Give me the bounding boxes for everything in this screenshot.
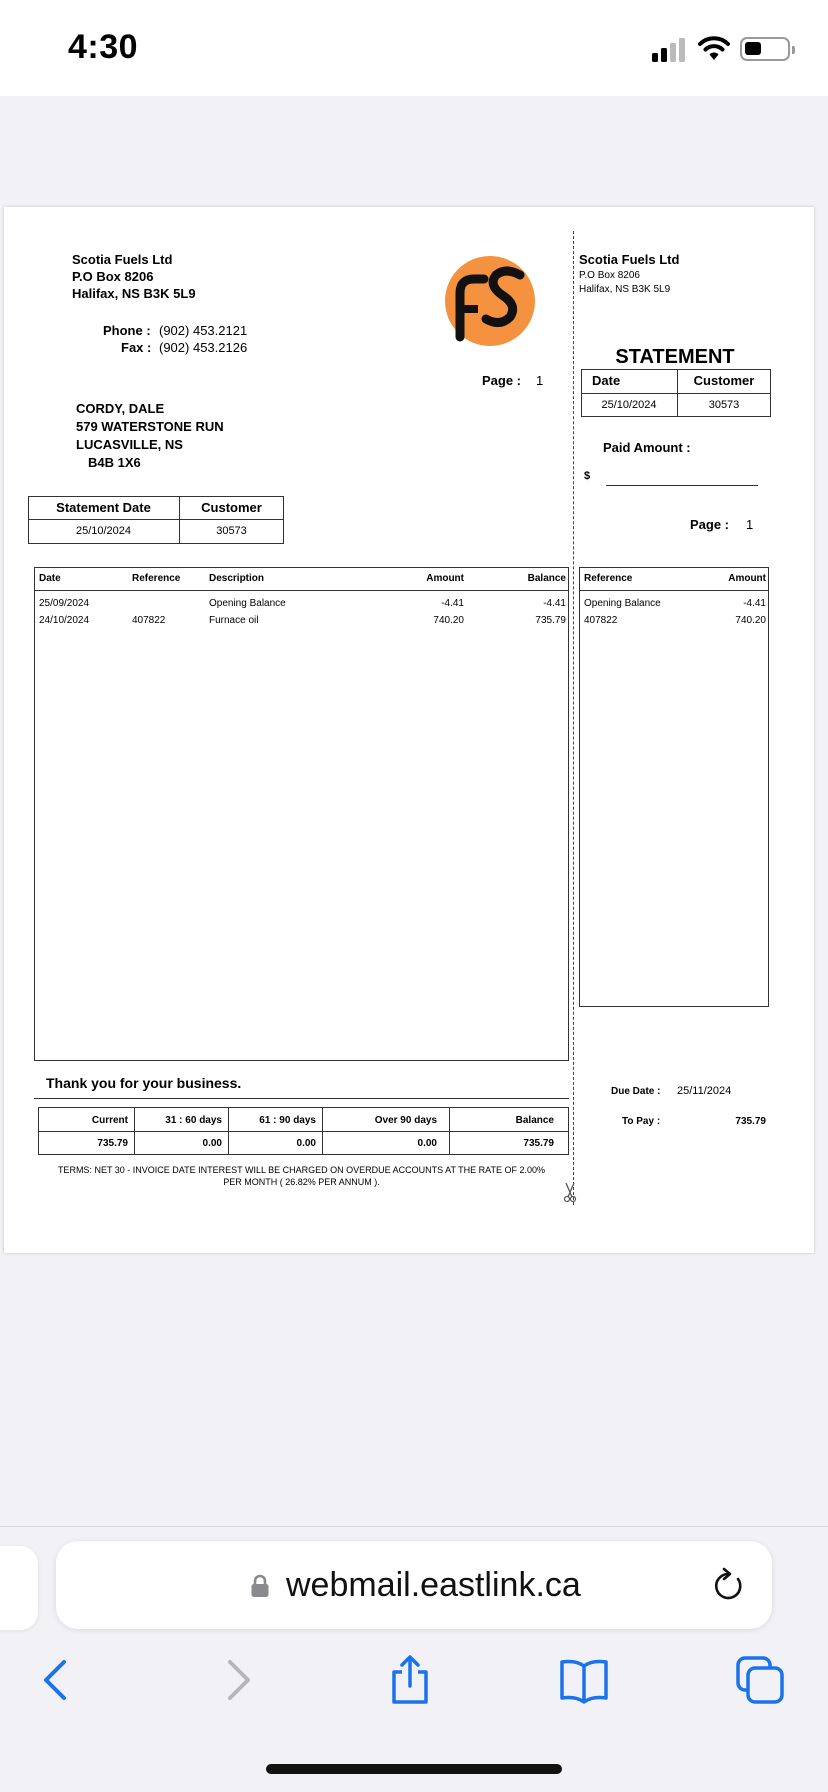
phone-number: (902) 453.2121 (159, 323, 248, 338)
row-amount: 740.20 (433, 615, 464, 626)
table-row (34, 598, 569, 614)
battery-icon (740, 37, 790, 61)
lock-icon (250, 1574, 270, 1598)
stub-customer-header: Customer (693, 373, 755, 388)
column-header-amount: Amount (426, 573, 464, 584)
share-icon[interactable] (382, 1652, 438, 1708)
stub-header-reference: Reference (584, 573, 633, 584)
aging-header-current: Current (91, 1115, 128, 1126)
aging-value-31-60: 0.00 (202, 1138, 222, 1149)
row-balance: 735.79 (535, 615, 566, 626)
row-reference: 407822 (132, 615, 166, 626)
aging-value-balance: 735.79 (523, 1138, 554, 1149)
row-description: Furnace oil (209, 615, 259, 626)
stub-row-amount: -4.41 (743, 598, 766, 609)
row-date: 24/10/2024 (39, 615, 90, 626)
stub-date-value: 25/10/2024 (601, 399, 657, 411)
list-item (579, 615, 769, 631)
stub-city: Halifax, NS B3K 5L9 (579, 284, 671, 295)
list-item (579, 598, 769, 614)
stub-row-amount: 740.20 (735, 615, 766, 626)
customer-street: 579 WATERSTONE RUN (76, 419, 224, 434)
perforation-line (573, 231, 574, 1205)
status-bar (0, 0, 828, 96)
stub-row-reference: Opening Balance (584, 598, 661, 609)
aging-header-31-60: 31 : 60 days (165, 1115, 222, 1126)
column-header-date: Date (39, 573, 61, 584)
status-time: 4:30 (68, 28, 139, 66)
phone-label: Phone : (103, 323, 151, 338)
to-pay-value: 735.79 (735, 1116, 766, 1127)
stub-po-box: P.O Box 8206 (579, 270, 640, 281)
scissors-icon (562, 1183, 578, 1203)
stub-company-name: Scotia Fuels Ltd (579, 252, 680, 267)
stub-date-header: Date (592, 373, 621, 388)
transactions-table (34, 567, 569, 1061)
aging-value-current: 735.79 (97, 1138, 128, 1149)
row-date: 25/09/2024 (39, 598, 90, 609)
tabs-icon[interactable] (732, 1652, 788, 1708)
customer-header: Customer (201, 500, 262, 515)
column-header-reference: Reference (132, 573, 181, 584)
stub-header-amount: Amount (728, 573, 766, 584)
row-balance: -4.41 (543, 598, 566, 609)
aging-header-balance: Balance (515, 1115, 554, 1126)
reload-icon[interactable] (710, 1566, 746, 1604)
customer-postal: B4B 1X6 (88, 455, 141, 470)
paid-amount-line (606, 485, 758, 486)
fax-number: (902) 453.2126 (159, 340, 248, 355)
paid-amount-label: Paid Amount : (603, 440, 691, 455)
row-description: Opening Balance (209, 598, 286, 609)
aging-header-61-90: 61 : 90 days (259, 1115, 316, 1126)
table-row (34, 615, 569, 631)
terms-line-2: PER MONTH ( 26.82% PER ANNUM ). (223, 1177, 380, 1187)
stub-row-reference: 407822 (584, 615, 618, 626)
customer-name: CORDY, DALE (76, 401, 165, 416)
company-city: Halifax, NS B3K 5L9 (72, 286, 196, 301)
stub-customer-id: 30573 (708, 399, 740, 411)
column-header-balance: Balance (527, 573, 566, 584)
statement-document (4, 207, 814, 1253)
aging-header-over-90: Over 90 days (374, 1115, 437, 1126)
stub-page-label: Page : (690, 517, 730, 532)
company-po-box: P.O Box 8206 (72, 269, 154, 284)
wifi-icon (698, 34, 730, 62)
stub-page-number: 1 (746, 517, 754, 532)
column-header-description: Description (209, 573, 265, 584)
address-url[interactable]: webmail.eastlink.ca (286, 1566, 581, 1604)
forward-icon[interactable] (208, 1652, 264, 1708)
page-label: Page : (482, 373, 522, 388)
back-icon[interactable] (30, 1652, 86, 1708)
fax-label: Fax : (121, 340, 152, 355)
company-logo (444, 255, 536, 347)
dollar-sign: $ (584, 470, 591, 482)
page-number: 1 (536, 373, 544, 388)
due-date-value: 25/11/2024 (677, 1085, 732, 1097)
customer-id-value: 30573 (216, 525, 247, 537)
stub-table (579, 567, 769, 1007)
home-indicator (266, 1764, 562, 1774)
stub-statement-title: STATEMENT (615, 346, 735, 368)
to-pay-label: To Pay : (622, 1116, 661, 1127)
statement-date-header: Statement Date (56, 500, 151, 515)
customer-city: LUCASVILLE, NS (76, 437, 183, 452)
thank-you-note: Thank you for your business. (46, 1075, 242, 1091)
row-amount: -4.41 (441, 598, 464, 609)
cellular-signal-icon (652, 38, 690, 62)
terms-line-1: TERMS: NET 30 - INVOICE DATE INTEREST WILL BE CHARGED ON OVERDUE ACCOUNTS AT THE RATE OF 2.00% (57, 1165, 546, 1175)
aging-value-61-90: 0.00 (296, 1138, 316, 1149)
bookmarks-icon[interactable] (556, 1652, 612, 1708)
due-date-label: Due Date : (611, 1086, 661, 1097)
aging-value-over-90: 0.00 (417, 1138, 437, 1149)
company-name: Scotia Fuels Ltd (72, 252, 173, 267)
previous-tab-pill[interactable] (0, 1546, 38, 1630)
statement-date-value: 25/10/2024 (75, 525, 132, 537)
